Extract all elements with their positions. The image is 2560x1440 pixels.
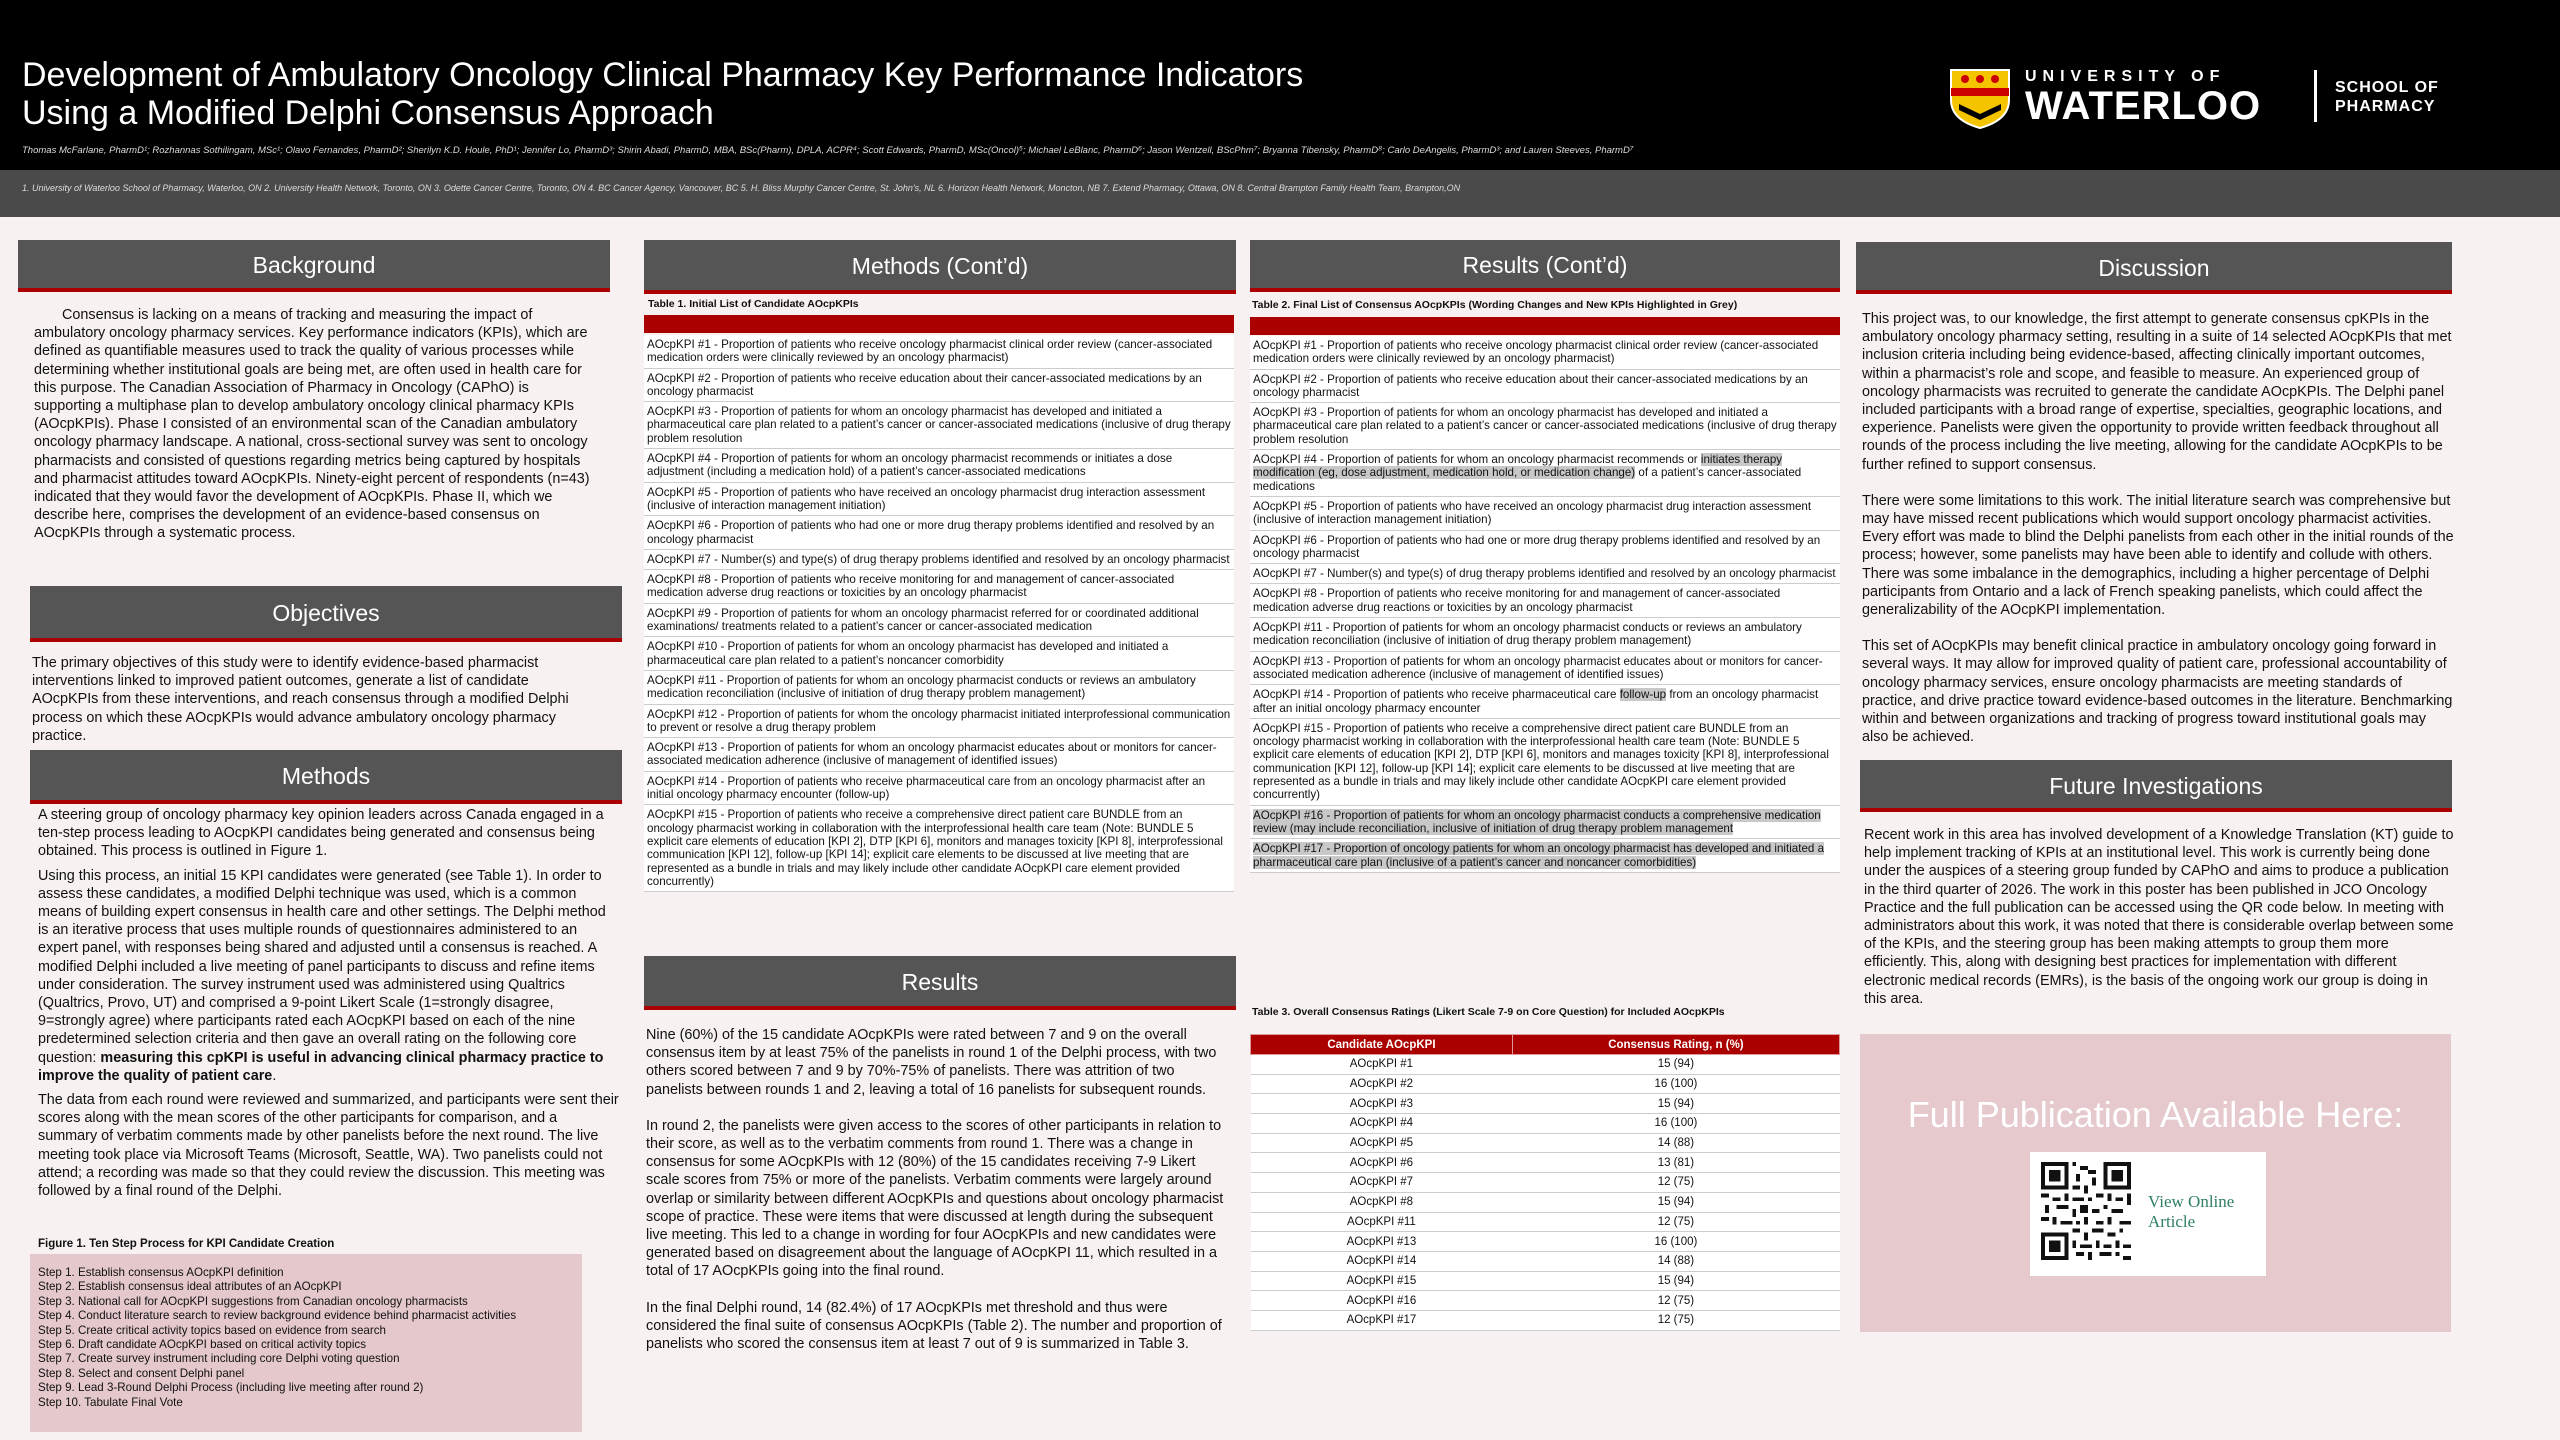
discussion-p3: This set of AOcpKPIs may benefit clinical practice in ambulatory oncology going forward in several ways. It may allow for improved quality of patient care, professional accountability of oncology pharmacy services, ensure oncology pharmacists are meeting standards of practice, and drive practice toward evidence-based outcomes in the literature. Benchmarking within and between organizations and tracking of progress toward institutional goals may also be achieved. — [1862, 638, 2453, 746]
background-text: Consensus is lacking on a means of tracking and measuring the impact of ambulatory oncology pharmacy services. Key performance indicators (KPIs), which are defined as quantifiable measures used to track the quality of various processes while determining whether institutional goals are being met, are often used in health care for this purpose. The Canadian Association of Pharmacy in Oncology (CAPhO) is supporting a multiphase plan to develop ambulatory oncology clinical pharmacy KPIs (AOcpKPIs). Phase I consisted of an environmental scan of the Canadian ambulatory oncology pharmacy landscape. A national, cross-sectional survey was sent to oncology pharmacists and consisted of questions regarding metrics being captured by hospitals and pharmacist attitudes toward AOcpKPIs. Ninety-eight percent of respondents (n=43) indicated that they would favor the development of AOcpKPIs. Phase II, which we describe here, comprises the development of an evidence-based consensus on AOcpKPIs through a systematic process. — [34, 307, 590, 542]
table1-row: AOcpKPI #15 - Proportion of patients who receive a comprehensive direct patient care BUNDLE from an oncology pharmacist working in collaboration with the interprofessional health care team (Note: BUNDLE 5 explicit care elements of education [KPI 2], DTP [KPI 6], monitors and manages toxicity [KPI 8], interprofessional communication [KPI 12], follow-up [KPI 14]; explicit care elements to be discussed at live meeting that are represented as a bundle in trials and may likely include other candidate AOcpKPI care element provided concurrently) — [644, 805, 1234, 892]
kpi14-highlight: follow-up — [1619, 688, 1667, 702]
future-text: Recent work in this area has involved development of a Knowledge Translation (KT) guide to help implement tracking of KPIs at an institutional level. This work is currently being done under the auspices of a steering group funded by CAPhO and aims to produce a publication in the third quarter of 2026. The work in this poster has been published in JCO Oncology Practice and the full publication can be accessed using the QR code below. In meeting with administrators about this work, it was noted that there is considerable overlap between some of the KPIs, and the steering group has been making attempts to group them more efficiently. This, along with designing best practices for implementation with different electronic medical records (EMRs), is the basis of the ongoing work our group is doing in this area. — [1864, 827, 2454, 1007]
background-heading: Background — [18, 240, 610, 292]
table3-kpi-cell: AOcpKPI #8 — [1251, 1192, 1513, 1212]
kpi14-text: AOcpKPI #14 - Proportion of patients who receive pharmaceutical care — [1253, 688, 1620, 702]
poster-header — [0, 0, 2560, 170]
table1-row: AOcpKPI #5 - Proportion of patients who have received an oncology pharmacist drug interaction assessment (inclusive of interaction management initiation) — [644, 483, 1234, 517]
table3-rating-cell: 16 (100) — [1512, 1232, 1839, 1252]
table3-kpi-cell: AOcpKPI #15 — [1251, 1271, 1513, 1291]
table1-row: AOcpKPI #9 - Proportion of patients for whom an oncology pharmacist referred for or coordinated additional examinations/ treatments related to a patient’s cancer or cancer-associated medication — [644, 604, 1234, 638]
table1-header-bar — [644, 315, 1234, 333]
table3-rating-cell: 12 (75) — [1512, 1173, 1839, 1193]
table2-row: AOcpKPI #8 - Proportion of patients who receive monitoring for and management of cancer-associated medication adverse drug reactions or toxicities by an oncology pharmacist — [1250, 584, 1840, 618]
table3-kpi-cell: AOcpKPI #11 — [1251, 1212, 1513, 1232]
table1-row: AOcpKPI #4 - Proportion of patients for whom an oncology pharmacist recommends or initiates a dose adjustment (including a medication hold) of a patient’s cancer-associated medications — [644, 449, 1234, 483]
discussion-p1: This project was, to our knowledge, the first attempt to generate consensus cpKPIs in the ambulatory oncology pharmacy setting, resulting in a suite of 14 selected AOcpKPIs that met inclusion criteria including being evidence-based, affecting clinically important outcomes, within a pharmacist’s role and scope, and feasible to measure. An experienced group of oncology pharmacists was recruited to generate the candidate AOcpKPIs. The Delphi panel included participants with a broad range of expertise, specialties, geographic locations, and experience. Panelists were given the opportunity to provide written feedback throughout all rounds of the process including the live meeting, allowing for the candidate AOcpKPIs to be further refined to support consensus. — [1862, 311, 2452, 473]
table1-row: AOcpKPI #6 - Proportion of patients who had one or more drug therapy problems identified and resolved by an oncology pharmacist — [644, 516, 1234, 550]
future-heading: Future Investigations — [1860, 760, 2452, 812]
table3-row — [1251, 1291, 1840, 1311]
table1-caption: Table 1. Initial List of Candidate AOcpKPIs — [648, 298, 859, 310]
methods-p3: The data from each round were reviewed and summarized, and participants were sent their scores along with the mean scores of the other participants for comparison, and a summary of verbatim comments made by other panelists before the next round. The live meeting took place via Microsoft Teams (Microsoft, Seattle, WA). Two panelists could not attend; a recording was made so that they could review the discussion. This meeting was followed by a final round of the Delphi. — [38, 1092, 619, 1200]
kpi4-highlight: initiates therapy modification (eg, dose adjustment, medication hold, or medication change) — [1253, 453, 1783, 480]
step-item: Step 10. Tabulate Final Vote — [38, 1395, 183, 1409]
table2-row: AOcpKPI #1 - Proportion of patients who receive oncology pharmacist clinical order review (cancer-associated medication orders were clinically reviewed by an oncology pharmacist) — [1250, 336, 1840, 370]
crest-icon — [1945, 66, 2015, 130]
table3-rating-cell: 16 (100) — [1512, 1114, 1839, 1134]
table3-rating-cell: 15 (94) — [1512, 1055, 1839, 1075]
table3-row — [1251, 1271, 1840, 1291]
results-p2: In round 2, the panelists were given access to the scores of other participants in relation to their score, as well as to the verbatim comments from round 1. There was a change in consensus for some AOcpKPIs with 12 (80%) of the 15 candidates receiving 7-9 Likert scale scores from 75% or more of the panelists. Verbatim comments were largely around overlap or similarity between different AOcpKPIs and questions about oncology pharmacist scope of practice. These were items that were discussed at length during the subsequent live meeting. This led to a change in wording for four AOcpKPIs and new candidates were generated based on disagreement about the language of AOcpKPI 11, which resulted in a total of 17 AOcpKPIs going into the final round. — [646, 1117, 1224, 1280]
methods-p2-text: Using this process, an initial 15 KPI candidates were generated (see Table 1). In order to assess these candidates, a modified Delphi technique was used, which is a common means of building expert consensus in health care and other settings. The Delphi method is an iterative process that uses multiple rounds of questionnaires administered to an expert panel, with responses being shared and adjusted until a consensus is reached. A modified Delphi included a live meeting of panel participants to discuss and refine items under consideration. The survey instrument used was administered using Qualtrics (Qualtrics, Provo, UT) and comprised a 9-point Likert Scale (1=strongly disagree, 9=strongly agree) where participants rated each AOcpKPI based on each of the nine predetermined selection criteria and then gave an overall rating on the following core question: — [38, 867, 606, 1066]
table3-row — [1251, 1153, 1840, 1173]
table3-col-kpi: Candidate AOcpKPI — [1251, 1035, 1513, 1055]
table2-row: AOcpKPI #13 - Proportion of patients for whom an oncology pharmacist educates about or monitors for cancer-associated medication adherence (inclusive of management of identified issues) — [1250, 652, 1840, 686]
kpi16-highlight: AOcpKPI #16 - Proportion of patients for whom an oncology pharmacist conducts a comprehensive medication review (may include reconciliation, inclusive of initiation of drug therapy problem management — [1253, 808, 1821, 835]
logo-waterloo: WATERLOO — [2025, 84, 2262, 128]
table2-row: AOcpKPI #6 - Proportion of patients who had one or more drug therapy problems identified and resolved by an oncology pharmacist — [1250, 531, 1840, 565]
logo-school — [2335, 78, 2439, 116]
table1-row: AOcpKPI #3 - Proportion of patients for whom an oncology pharmacist has developed and initiated a pharmaceutical care plan related to a patient’s cancer or cancer-associated medications (inclusive of drug therapy problem resolution — [644, 402, 1234, 449]
table3-rating-cell: 13 (81) — [1512, 1153, 1839, 1173]
table3-kpi-cell: AOcpKPI #1 — [1251, 1055, 1513, 1075]
logo-divider — [2314, 70, 2317, 122]
table3-caption: Table 3. Overall Consensus Ratings (Likert Scale 7-9 on Core Question) for Included AOcpKPIs — [1252, 1006, 1725, 1018]
table3-kpi-cell: AOcpKPI #16 — [1251, 1291, 1513, 1311]
table3-rating-cell: 12 (75) — [1512, 1310, 1839, 1330]
logo-university-of: UNIVERSITY OF — [2025, 68, 2226, 85]
table2-row: AOcpKPI #11 - Proportion of patients for whom an oncology pharmacist conducts or reviews an ambulatory medication reconciliation (inclusive of initiation of drug therapy problem management) — [1250, 618, 1840, 652]
core-question: measuring this cpKPI is useful in advancing clinical pharmacy practice to improve the quality of patient care — [38, 1049, 604, 1084]
table1-row: AOcpKPI #12 - Proportion of patients for whom the oncology pharmacist initiated interprofessional communication to prevent or resolve a drug therapy problem — [644, 705, 1234, 739]
step-item: Step 3. National call for AOcpKPI suggestions from Canadian oncology pharmacists — [38, 1294, 468, 1308]
table1-row: AOcpKPI #13 - Proportion of patients for whom an oncology pharmacist educates about or monitors for cancer-associated medication adherence (inclusive of management of identified issues) — [644, 738, 1234, 772]
step-item: Step 4. Conduct literature search to review background evidence behind pharmacist activities — [38, 1309, 517, 1323]
step-item: Step 7. Create survey instrument including core Delphi voting question — [38, 1352, 400, 1366]
table2-caption: Table 2. Final List of Consensus AOcpKPIs (Wording Changes and New KPIs Highlighted in Grey) — [1252, 299, 1738, 311]
results-heading: Results — [644, 956, 1236, 1010]
table3-row — [1251, 1192, 1840, 1212]
affiliations-bar — [0, 170, 2560, 217]
table3-kpi-cell: AOcpKPI #13 — [1251, 1232, 1513, 1252]
table3-rating-cell: 12 (75) — [1512, 1212, 1839, 1232]
table3-row — [1251, 1173, 1840, 1193]
step-item: Step 6. Draft candidate AOcpKPI based on critical activity topics — [38, 1338, 367, 1352]
table2-row — [1250, 806, 1840, 840]
publication-box — [1860, 1034, 2451, 1332]
table2-row — [1250, 685, 1840, 719]
poster-title — [22, 56, 1422, 132]
table3-row — [1251, 1212, 1840, 1232]
step-item: Step 1. Establish consensus AOcpKPI definition — [38, 1266, 284, 1279]
discussion-heading: Discussion — [1856, 242, 2452, 294]
qr-code-icon[interactable] — [2040, 1162, 2132, 1260]
step-item: Step 9. Lead 3-Round Delphi Process (including live meeting after round 2) — [38, 1381, 424, 1395]
kpi4-text-end: of a patient’s cancer-associated medications — [1253, 466, 1802, 493]
logo-school-line2: PHARMACY — [2335, 98, 2436, 115]
view-online-line2[interactable]: Article — [2148, 1212, 2196, 1231]
title-line-2: Using a Modified Delphi Consensus Approach — [22, 94, 714, 132]
table3-header-row — [1251, 1035, 1840, 1055]
results-p3: In the final Delphi round, 14 (82.4%) of 17 AOcpKPIs met threshold and thus were considered the final suite of consensus AOcpKPIs (Table 2). The number and proportion of panelists who scored the consensus item at least 7 out of 9 is summarized in Table 3. — [646, 1299, 1222, 1353]
results-p1: Nine (60%) of the 15 candidate AOcpKPIs were rated between 7 and 9 on the overall consensus item by at least 75% of the panelists in round 1 of the Delphi process, with two others scored between 7 and 9 by 70%-75% of panelists. There was attrition of two panelists between rounds 1 and 2, leaving a total of 16 panelists for subsequent rounds. — [646, 1027, 1217, 1098]
kpi4-text: AOcpKPI #4 - Proportion of patients for whom an oncology pharmacist recommends or — [1253, 453, 1701, 467]
table3-row — [1251, 1232, 1840, 1252]
table3-kpi-cell: AOcpKPI #7 — [1251, 1173, 1513, 1193]
table3-rating-cell: 14 (88) — [1512, 1251, 1839, 1271]
objectives-heading: Objectives — [30, 586, 622, 642]
author-list: Thomas McFarlane, PharmD¹; Rozhannas Sothilingam, MSc¹; Olavo Fernandes, PharmD²; Sherilyn K.D. Houle, PhD¹; Jennifer Lo, PharmD³; Shirin Abadi, PharmD, MBA, BSc(Pharm), DPLA, ACPR⁴; Scott Edwards, PharmD, MSc(Oncol)⁵; Michael LeBlanc, PharmD⁶; Jason Wentzell, BScPhm⁷; Bryanna Tibensky, PharmD⁸; Carlo DeAngelis, PharmD³; and Lauren Steeves, PharmD⁷ — [22, 145, 1634, 156]
methods-p2-end: . — [272, 1067, 277, 1084]
table3-row — [1251, 1094, 1840, 1114]
table1-row: AOcpKPI #7 - Number(s) and type(s) of drug therapy problems identified and resolved by an oncology pharmacist — [644, 550, 1234, 570]
kpi17-highlight: AOcpKPI #17 - Proportion of oncology patients for whom an oncology pharmacist has developed and initiated a pharmaceutical care plan (inclusive of a patient’s cancer and noncancer comorbidities) — [1253, 842, 1825, 869]
table3-row — [1251, 1055, 1840, 1075]
table2-row: AOcpKPI #15 - Proportion of patients who receive a comprehensive direct patient care BUNDLE from an oncology pharmacist working in collaboration with the interprofessional health care team (Note: BUNDLE 5 explicit care elements of education [KPI 2], DTP [KPI 6], monitors and manages toxicity [KPI 8], interprofessional communication [KPI 12], follow-up [KPI 14]; explicit care elements to be discussed at live meeting that are represented as a bundle in trials and may likely include other candidate AOcpKPI care element provided concurrently) — [1250, 719, 1840, 806]
table1-row: AOcpKPI #10 - Proportion of patients for whom an oncology pharmacist has developed and initiated a pharmaceutical care plan related to a patient’s noncancer comorbidity — [644, 637, 1234, 671]
table3-kpi-cell: AOcpKPI #2 — [1251, 1074, 1513, 1094]
table3-row — [1251, 1133, 1840, 1153]
results-cont-heading: Results (Cont’d) — [1250, 240, 1840, 292]
table2-row: AOcpKPI #2 - Proportion of patients who receive education about their cancer-associated medications by an oncology pharmacist — [1250, 370, 1840, 404]
table3-rating-cell: 12 (75) — [1512, 1291, 1839, 1311]
methods-cont-heading: Methods (Cont’d) — [644, 240, 1236, 294]
view-online-line1[interactable]: View Online — [2148, 1192, 2235, 1211]
table1-row: AOcpKPI #11 - Proportion of patients for whom an oncology pharmacist conducts or reviews an ambulatory medication reconciliation (inclusive of initiation of drug therapy problem management) — [644, 671, 1234, 705]
title-line-1: Development of Ambulatory Oncology Clinical Pharmacy Key Performance Indicators — [22, 56, 1304, 94]
table3-row — [1251, 1310, 1840, 1330]
table2-row: AOcpKPI #3 - Proportion of patients for whom an oncology pharmacist has developed and initiated a pharmaceutical care plan related to a patient’s cancer or cancer-associated medications (inclusive of drug therapy problem resolution — [1250, 403, 1840, 450]
table3-rating-cell: 16 (100) — [1512, 1074, 1839, 1094]
methods-text — [38, 806, 620, 1200]
table3-rating-cell: 15 (94) — [1512, 1271, 1839, 1291]
qr-card[interactable] — [2030, 1152, 2266, 1276]
table3-kpi-cell: AOcpKPI #3 — [1251, 1094, 1513, 1114]
table3-row — [1251, 1251, 1840, 1271]
objectives-text: The primary objectives of this study were to identify evidence-based pharmacist interventions linked to improved patient outcomes, generate a list of candidate AOcpKPIs from these interventions, and reach consensus through a modified Delphi process on which these AOcpKPIs would advance ambulatory oncology pharmacy practice. — [32, 655, 569, 744]
table2 — [1250, 336, 1840, 873]
table2-row: AOcpKPI #7 - Number(s) and type(s) of drug therapy problems identified and resolved by an oncology pharmacist — [1250, 564, 1840, 584]
table3-row — [1251, 1114, 1840, 1134]
step-item: Step 2. Establish consensus ideal attributes of an AOcpKPI — [38, 1280, 342, 1294]
table3-body — [1251, 1055, 1840, 1331]
methods-p2 — [38, 867, 620, 1085]
figure1-caption: Figure 1. Ten Step Process for KPI Candidate Creation — [38, 1238, 335, 1250]
discussion-text — [1862, 310, 2454, 746]
table3-rating-cell: 14 (88) — [1512, 1133, 1839, 1153]
table2-header-bar — [1250, 317, 1840, 335]
table3-kpi-cell: AOcpKPI #4 — [1251, 1114, 1513, 1134]
table3-kpi-cell: AOcpKPI #6 — [1251, 1153, 1513, 1173]
table2-row — [1250, 450, 1840, 497]
results-text — [646, 1026, 1228, 1353]
methods-heading: Methods — [30, 750, 622, 804]
affiliations: 1. University of Waterloo School of Pharmacy, Waterloo, ON 2. University Health Network, Toronto, ON 3. Odette Cancer Centre, Toronto, ON 4. BC Cancer Agency, Vancouver, BC 5. H. Bliss Murphy Cancer Centre, St. John's, NL 6. Horizon Health Network, Moncton, NB 7. Extend Pharmacy, Ottawa, ON 8. Central Brampton Family Health Team, Brampton,ON — [22, 183, 1461, 193]
table3-col-rating: Consensus Rating, n (%) — [1512, 1035, 1839, 1055]
logo-school-line1: SCHOOL OF — [2335, 79, 2439, 96]
publication-title: Full Publication Available Here: — [1907, 1094, 2404, 1135]
waterloo-logo — [1945, 66, 2465, 130]
table1-row: AOcpKPI #14 - Proportion of patients who receive pharmaceutical care from an oncology pharmacist after an initial oncology pharmacy encounter (follow-up) — [644, 772, 1234, 806]
table2-row — [1250, 839, 1840, 873]
table1 — [644, 335, 1234, 892]
methods-p1: A steering group of oncology pharmacy key opinion leaders across Canada engaged in a ten-step process leading to AOcpKPI candidates being generated and consensus being obtained. This process is outlined in Figure 1. — [38, 807, 604, 860]
figure1-steps — [30, 1254, 582, 1432]
table3-row — [1251, 1074, 1840, 1094]
table1-row: AOcpKPI #2 - Proportion of patients who receive education about their cancer-associated medications by an oncology pharmacist — [644, 369, 1234, 403]
table3 — [1250, 1034, 1840, 1331]
discussion-p2: There were some limitations to this work. The initial literature search was comprehensive but may have missed recent publications which would support oncology pharmacist activities. Every effort was made to blind the Delphi panelists from each other in the initial rounds of the process; however, some panelists may have been able to identify and collude with others. There was some imbalance in the demographics, including a higher percentage of Delphi participants from Ontario and a lack of French speaking panelists, which could affect the generalizability of the AOcpKPI implementation. — [1862, 492, 2454, 619]
table3-rating-cell: 15 (94) — [1512, 1192, 1839, 1212]
table3-kpi-cell: AOcpKPI #14 — [1251, 1251, 1513, 1271]
table1-row: AOcpKPI #1 - Proportion of patients who receive oncology pharmacist clinical order review (cancer-associated medication orders were clinically reviewed by an oncology pharmacist) — [644, 335, 1234, 369]
step-item: Step 8. Select and consent Delphi panel — [38, 1366, 245, 1380]
step-item: Step 5. Create critical activity topics based on evidence from search — [38, 1323, 386, 1337]
view-online-link[interactable] — [2148, 1192, 2234, 1232]
table3-kpi-cell: AOcpKPI #17 — [1251, 1310, 1513, 1330]
table1-row: AOcpKPI #8 - Proportion of patients who receive monitoring for and management of cancer-associated medication adverse drug reactions or toxicities by an oncology pharmacist — [644, 570, 1234, 604]
kpi14-text-end: from an oncology pharmacist after an initial oncology pharmacy encounter — [1253, 688, 1819, 715]
table3-kpi-cell: AOcpKPI #5 — [1251, 1133, 1513, 1153]
table2-row: AOcpKPI #5 - Proportion of patients who have received an oncology pharmacist drug interaction assessment (inclusive of interaction management initiation) — [1250, 497, 1840, 531]
table3-rating-cell: 15 (94) — [1512, 1094, 1839, 1114]
